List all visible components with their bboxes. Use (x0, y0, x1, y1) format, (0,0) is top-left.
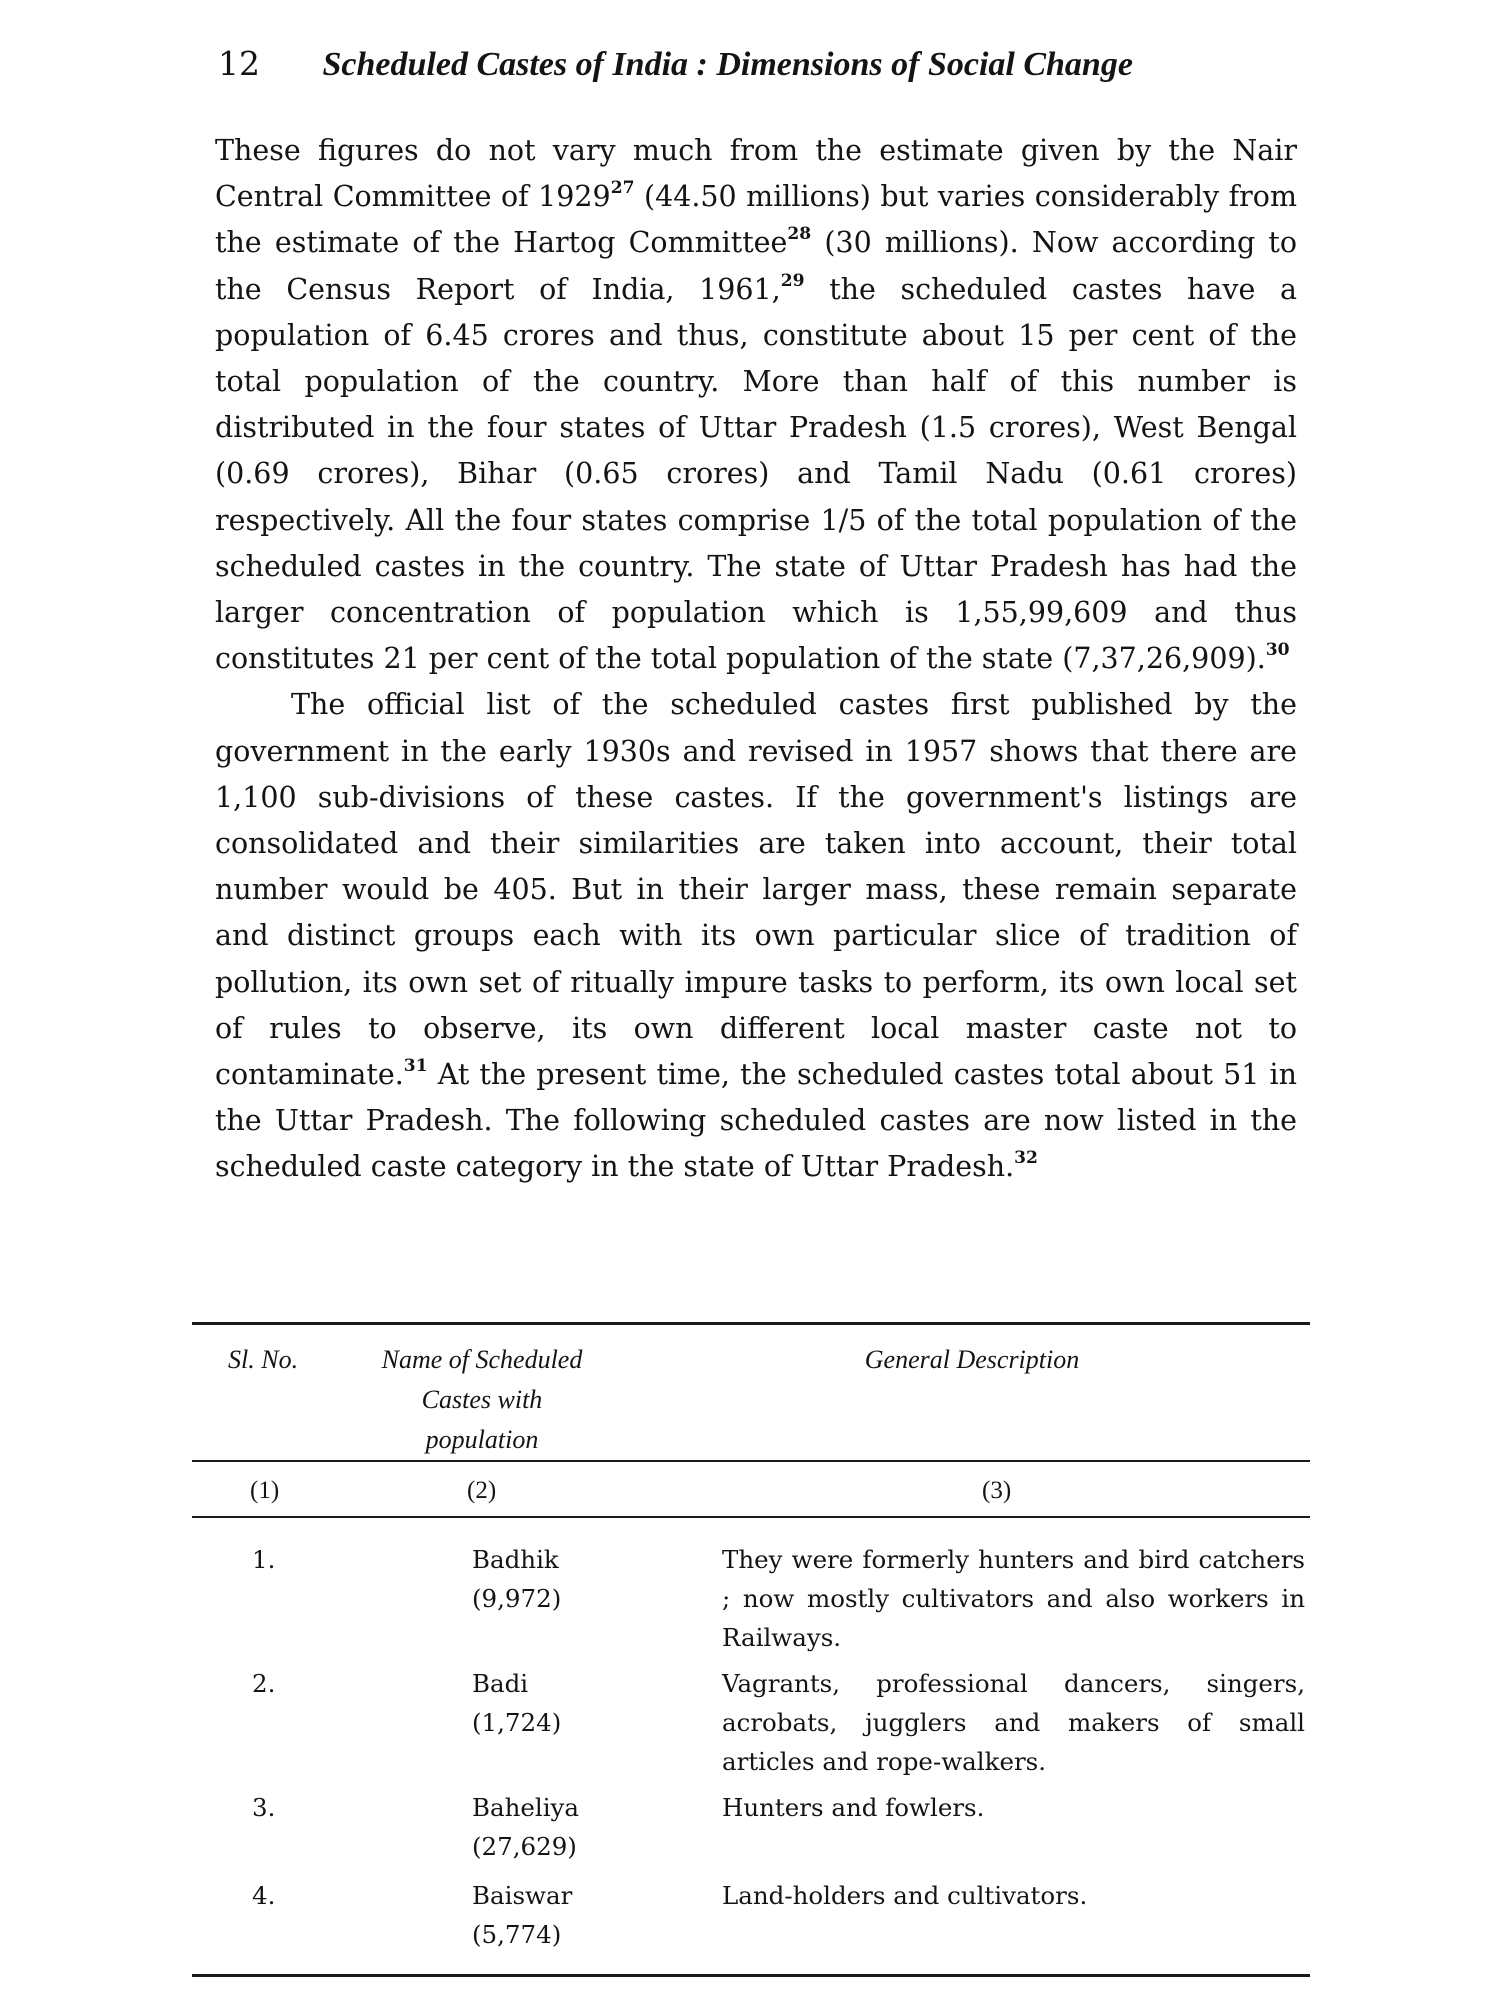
caste-population: (1,724) (472, 1708, 562, 1737)
row-description: They were formerly hunters and bird catchers ; now mostly cultivators and also workers in Railways. (722, 1545, 1305, 1652)
table-header (192, 1340, 1310, 1460)
paragraph-text: the scheduled castes have a population of 6.45 crores and thus, constitute about 15 per cent of the total population of the country. More than half of this number is distributed in the four states of Uttar Pradesh (1.5 crores), West Bengal (0.69 crores), Bihar (0.65 crores) and Tamil Nadu (0.61 crores) respectively. All the four states comprise 1/5 of the total population of the scheduled castes in the country. The state of Uttar Pradesh has had the larger concentration of population which is 1,55,99,609 and thus constitutes 21 per cent of the total population of the state (7,37,26,909). (215, 272, 1297, 676)
row-description: Vagrants, professional dancers, singers, acrobats, jugglers and makers of small articles and rope-walkers. (722, 1669, 1305, 1776)
column-number-1: (1) (250, 1477, 280, 1504)
row-caste-name (472, 1540, 672, 1618)
paragraph-text: (30 millions). Now according to the Census Report of India, 1961, (215, 226, 1297, 306)
row-caste-name (472, 1664, 672, 1742)
body-text (215, 128, 1297, 1191)
caste-name: Badi (472, 1669, 529, 1698)
column-number-3: (3) (982, 1477, 1012, 1504)
row-sl-no: 2. (252, 1669, 276, 1698)
paragraph-text: The official list of the scheduled castes first published by the government in the early 1930s and revised in 1957 shows that there are 1,100 sub-divisions of these castes. If the government's listings are consolidated and their similarities are taken into account, their total number would be 405. But in their larger mass, these remain separate and distinct groups each with its own particular slice of tradition of pollution, its own set of ritually impure tasks to perform, its own local set of rules to observe, its own different local master caste not to contaminate. (215, 688, 1297, 1092)
footnote-marker: 31 (403, 1056, 428, 1077)
footnote-marker: 29 (780, 270, 805, 291)
paragraph-text: At the present time, the scheduled castes total about 51 in the Uttar Pradesh. The following scheduled castes are now listed in the scheduled caste category in the state of Uttar Pradesh. (215, 1058, 1297, 1184)
footnote-marker: 28 (787, 224, 812, 245)
row-sl-no: 3. (252, 1793, 276, 1822)
column-numbers (192, 1473, 1310, 1513)
header-description: General Description (864, 1345, 1080, 1374)
header-caste-name-line: Castes with (421, 1385, 543, 1414)
caste-population: (5,774) (472, 1920, 562, 1949)
paragraph-text: (44.50 millions) but varies considerably from the estimate of the Hartog Committee (215, 180, 1297, 260)
row-sl-no: 4. (252, 1881, 276, 1910)
caste-name: Baheliya (472, 1793, 580, 1822)
caste-population: (9,972) (472, 1584, 562, 1613)
header-caste-name (362, 1340, 602, 1460)
row-description: Land-holders and cultivators. (722, 1881, 1088, 1910)
caste-name: Baiswar (472, 1881, 573, 1910)
table-top-rule (192, 1322, 1310, 1325)
footnote-marker: 27 (610, 178, 635, 199)
paragraph-2 (215, 682, 1297, 1190)
table-header-rule (192, 1460, 1310, 1462)
row-description: Hunters and fowlers. (722, 1793, 985, 1822)
row-sl-no: 1. (252, 1545, 276, 1574)
table-bottom-rule (192, 1974, 1310, 1977)
column-number-rule (192, 1516, 1310, 1518)
caste-population: (27,629) (472, 1832, 577, 1861)
header-caste-name-line: population (425, 1425, 539, 1454)
caste-name: Badhik (472, 1545, 559, 1574)
header-caste-name-line: Name of Scheduled (381, 1345, 583, 1374)
page-number: 12 (218, 44, 260, 83)
paragraph-text: These figures do not vary much from the estimate given by the Nair Central Committee of 1929 (215, 134, 1297, 214)
book-title: Scheduled Castes of India : Dimensions of Social Change (322, 46, 1133, 83)
row-caste-name (472, 1788, 672, 1866)
running-head (218, 42, 1318, 87)
paragraph-1 (215, 128, 1297, 682)
column-number-2: (2) (467, 1477, 497, 1504)
header-sl-no: Sl. No. (228, 1345, 299, 1374)
row-caste-name (472, 1876, 672, 1954)
footnote-marker: 32 (1014, 1148, 1038, 1169)
footnote-marker: 30 (1265, 640, 1290, 661)
